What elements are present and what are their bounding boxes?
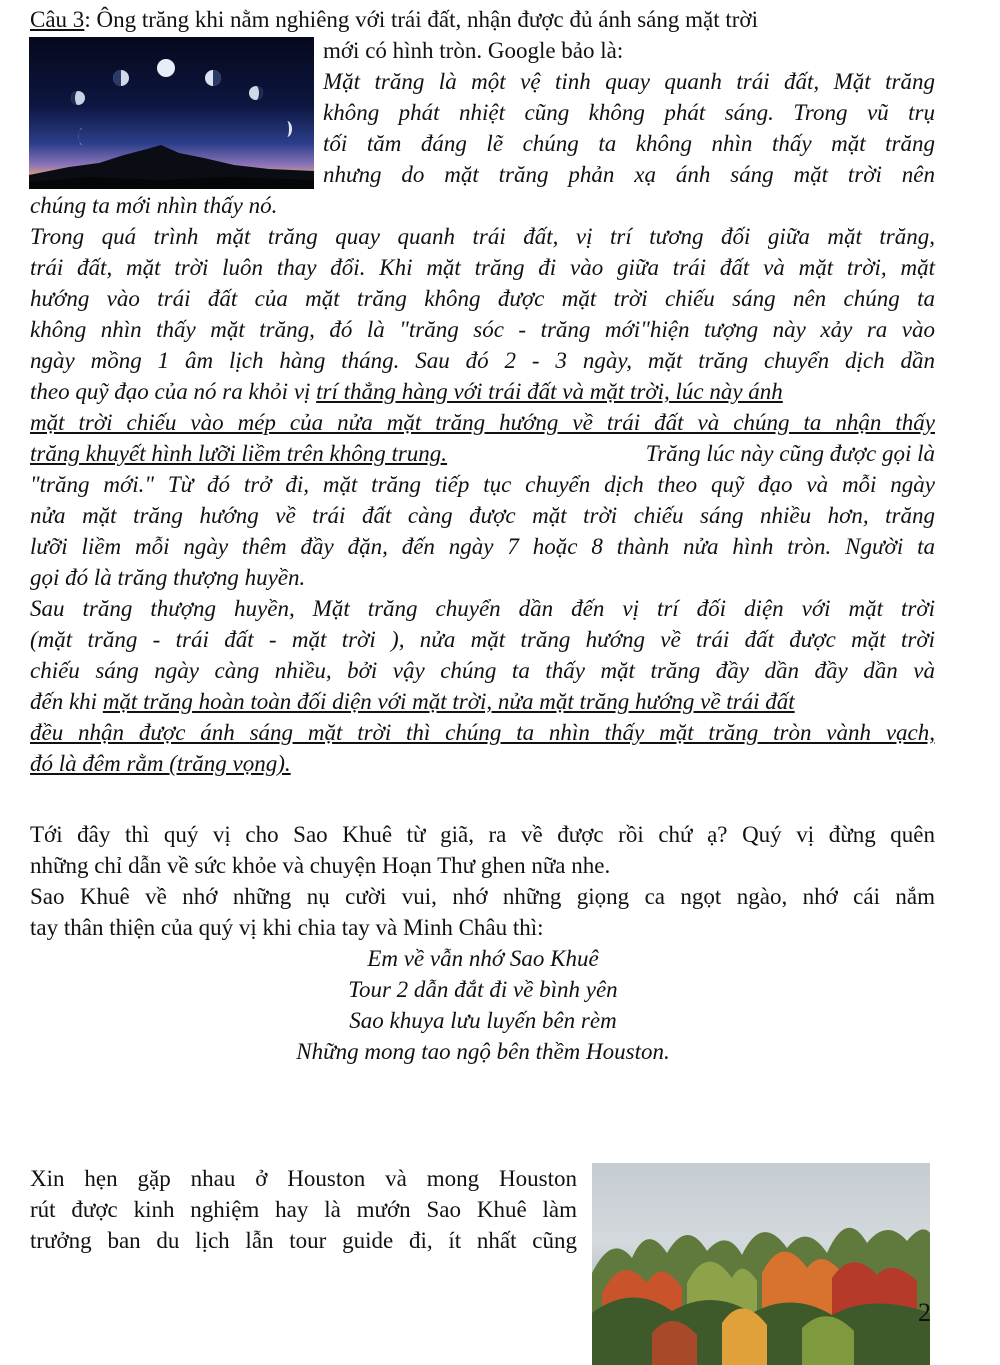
moon-phases-photo — [29, 37, 314, 189]
para6-line-3: trưởng ban du lịch lẫn tour guide đi, ít nhất cũng — [30, 1228, 577, 1253]
para3-line-5: đều nhận được ánh sáng mặt trời thì chúng ta nhìn thấy mặt trăng tròn vành vạch, — [30, 720, 935, 745]
para3-line-3: chiếu sáng ngày càng nhiều, bởi vậy chúng ta thấy mặt trăng đầy dần đầy dần và — [30, 658, 935, 683]
question-line-2: mới có hình tròn. Google bảo là: — [323, 38, 624, 63]
moon-phases-illustration — [29, 37, 314, 189]
page-number: 2 — [918, 1298, 931, 1327]
para1-line-3: tối tăm đáng lẽ chúng ta không nhìn thấy mặt trăng — [323, 131, 935, 156]
question-label: Câu 3 — [30, 7, 85, 32]
para3-line-4-underlined: mặt trăng hoàn toàn đối diện với mặt trời, nửa mặt trăng hướng về trái đất — [102, 689, 795, 714]
para2-line-8-plain: Trăng lúc này cũng được gọi là — [645, 441, 935, 466]
para3-line-4 — [30, 686, 795, 717]
para4-line-2: những chỉ dẫn về sức khỏe và chuyện Hoạn Thư ghen nữa nhe. — [30, 853, 611, 878]
para4-line-1: Tới đây thì quý vị cho Sao Khuê từ giã, ra về được rồi chứ ạ? Quý vị đừng quên — [30, 822, 935, 847]
para1-line-2: không phát nhiệt cũng không phát sáng. Trong vũ trụ — [323, 100, 935, 125]
question-text: : Ông trăng khi nằm nghiêng với trái đất, nhận được đủ ánh sáng mặt trời — [84, 7, 758, 32]
para2-line-7: mặt trời chiếu vào mép của nửa mặt trăng hướng về trái đất và chúng ta nhận thấy — [30, 410, 935, 435]
poem-line-2: Tour 2 dẫn đắt đi về bình yên — [348, 977, 618, 1002]
para3-line-4-plain: đến khi — [30, 689, 103, 714]
para1-line-4: nhưng do mặt trăng phản xạ ánh sáng mặt trời nên — [323, 162, 935, 187]
poem-line-4: Những mong tao ngộ bên thềm Houston. — [296, 1039, 670, 1064]
autumn-forest-illustration — [592, 1163, 930, 1365]
para3-line-2: (mặt trăng - trái đất - mặt trời ), nửa mặt trăng hướng về trái đất được mặt trời — [30, 627, 935, 652]
para5-line-1: Sao Khuê về nhớ những nụ cười vui, nhớ những giọng ca ngọt ngào, nhớ cái nắm — [30, 884, 935, 909]
para2-line-10: nửa mặt trăng hướng về trái đất càng được mặt trời chiếu sáng nhiều hơn, trăng — [30, 503, 935, 528]
para2-line-5: ngày mồng 1 âm lịch hàng tháng. Sau đó 2 - 3 ngày, mặt trăng chuyển dịch dần — [30, 348, 935, 373]
para2-line-8 — [30, 438, 935, 469]
para2-line-6-plain: theo quỹ đạo của nó ra khỏi vị — [30, 379, 317, 404]
question-line-1 — [30, 4, 758, 35]
poem-line-3: Sao khuya lưu luyến bên rèm — [349, 1008, 617, 1033]
poem-line-1: Em về vẫn nhớ Sao Khuê — [367, 946, 599, 971]
para5-line-2: tay thân thiện của quý vị khi chia tay và Minh Châu thì: — [30, 915, 544, 940]
para2-line-2: trái đất, mặt trời luôn thay đổi. Khi mặt trăng đi vào giữa trái đất và mặt trời, mặt — [30, 255, 935, 280]
para6-line-2: rút được kinh nghiệm hay là mướn Sao Khuê làm — [30, 1197, 577, 1222]
para3-line-1: Sau trăng thượng huyền, Mặt trăng chuyển dần đến vị trí đối diện với mặt trời — [30, 596, 935, 621]
para6-line-1: Xin hẹn gặp nhau ở Houston và mong Houston — [30, 1166, 577, 1191]
para2-line-1: Trong quá trình mặt trăng quay quanh trái đất, vị trí tương đối giữa mặt trăng, — [30, 224, 935, 249]
para2-line-12: gọi đó là trăng thượng huyền. — [30, 565, 306, 590]
para1-line-1: Mặt trăng là một vệ tinh quay quanh trái đất, Mặt trăng — [323, 69, 935, 94]
para2-line-6 — [30, 376, 783, 407]
para2-line-3: hướng vào trái đất của mặt trăng không được mặt trời chiếu sáng nên chúng ta — [30, 286, 935, 311]
para2-line-11: lưỡi liềm mỗi ngày thêm đầy đặn, đến ngày 7 hoặc 8 thành nửa hình tròn. Người ta — [30, 534, 935, 559]
autumn-forest-photo — [592, 1163, 930, 1365]
para2-line-9: "trăng mới." Từ đó trở đi, mặt trăng tiếp tục chuyển dịch theo quỹ đạo và mỗi ngày — [30, 472, 935, 497]
para3-line-6: đó là đêm rằm (trăng vọng). — [30, 751, 291, 776]
para2-line-6-underlined: trí thẳng hàng với trái đất và mặt trời, lúc này ánh — [316, 379, 783, 404]
para1-line-5: chúng ta mới nhìn thấy nó. — [30, 193, 278, 218]
para2-line-8-underlined: trăng khuyết hình lưỡi liềm trên không trung. — [30, 441, 448, 466]
para2-line-4: không nhìn thấy mặt trăng, đó là "trăng sóc - trăng mới"hiện tượng này xảy ra vào — [30, 317, 935, 342]
